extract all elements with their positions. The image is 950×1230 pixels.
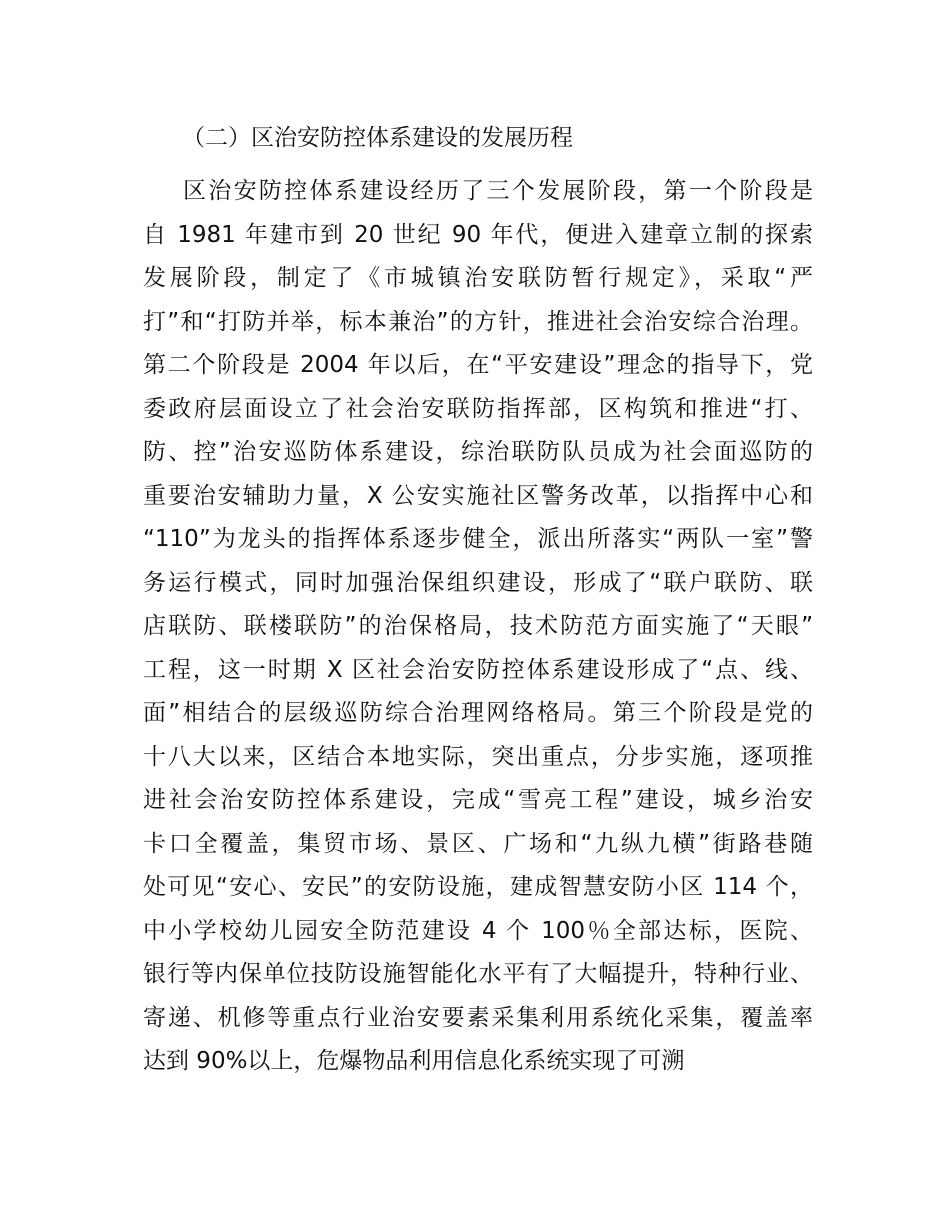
paragraph-line: 寄递、机修等重点行业治安要素采集利用系统化采集，覆盖率	[143, 1004, 813, 1031]
paragraph-line: 第二个阶段是 2004 年以后，在“平安建设”理念的指导下，党	[143, 352, 813, 378]
paragraph-line: 店联防、联楼联防”的治保格局，技术防范方面实施了“天眼”	[143, 613, 813, 639]
paragraph-line: 务运行模式，同时加强治保组织建设，形成了“联户联防、联	[143, 569, 813, 596]
paragraph-line: 达到 90%以上，危爆物品利用信息化系统实现了可溯	[143, 1048, 685, 1074]
paragraph-line: 自 1981 年建市到 20 世纪 90 年代，便进入建章立制的探索	[143, 221, 813, 248]
paragraph-line: 委政府层面设立了社会治安联防指挥部，区构筑和推进“打、	[143, 395, 813, 422]
paragraph-line: 防、控”治安巡防体系建设，综治联防队员成为社会面巡防的	[143, 439, 813, 465]
paragraph-line: 十八大以来，区结合本地实际，突出重点，分步实施，逐项推	[143, 743, 813, 770]
paragraph-line: 发展阶段，制定了《市城镇治安联防暂行规定》，采取“严	[143, 265, 813, 291]
paragraph-line: 打”和“打防并举，标本兼治”的方针，推进社会治安综合治理。	[143, 308, 813, 335]
paragraph-line: 区治安防控体系建设经历了三个发展阶段，第一个阶段是	[183, 178, 813, 204]
paragraph-line: 中小学校幼儿园安全防范建设 4 个 100％全部达标，医院、	[143, 917, 813, 944]
paragraph-line: 面”相结合的层级巡防综合治理网络格局。第三个阶段是党的	[143, 700, 813, 726]
body-paragraph	[143, 170, 813, 1084]
paragraph-line: 卡口全覆盖，集贸市场、景区、广场和“九纵九横”街路巷随	[143, 830, 813, 857]
paragraph-line: “110”为龙头的指挥体系逐步健全，派出所落实“两队一室”警	[143, 526, 813, 552]
paragraph-line: 银行等内保单位技防设施智能化水平有了大幅提升，特种行业、	[143, 961, 813, 987]
paragraph-line: 工程，这一时期 X 区社会治安防控体系建设形成了“点、线、	[143, 656, 813, 683]
paragraph-line: 重要治安辅助力量，X 公安实施社区警务改革，以指挥中心和	[143, 482, 813, 509]
paragraph-line: 处可见“安心、安民”的安防设施，建成智慧安防小区 114 个，	[143, 874, 813, 900]
section-heading: （二）区治安防控体系建设的发展历程	[182, 125, 573, 151]
paragraph-line: 进社会治安防控体系建设，完成“雪亮工程”建设，城乡治安	[143, 787, 813, 813]
